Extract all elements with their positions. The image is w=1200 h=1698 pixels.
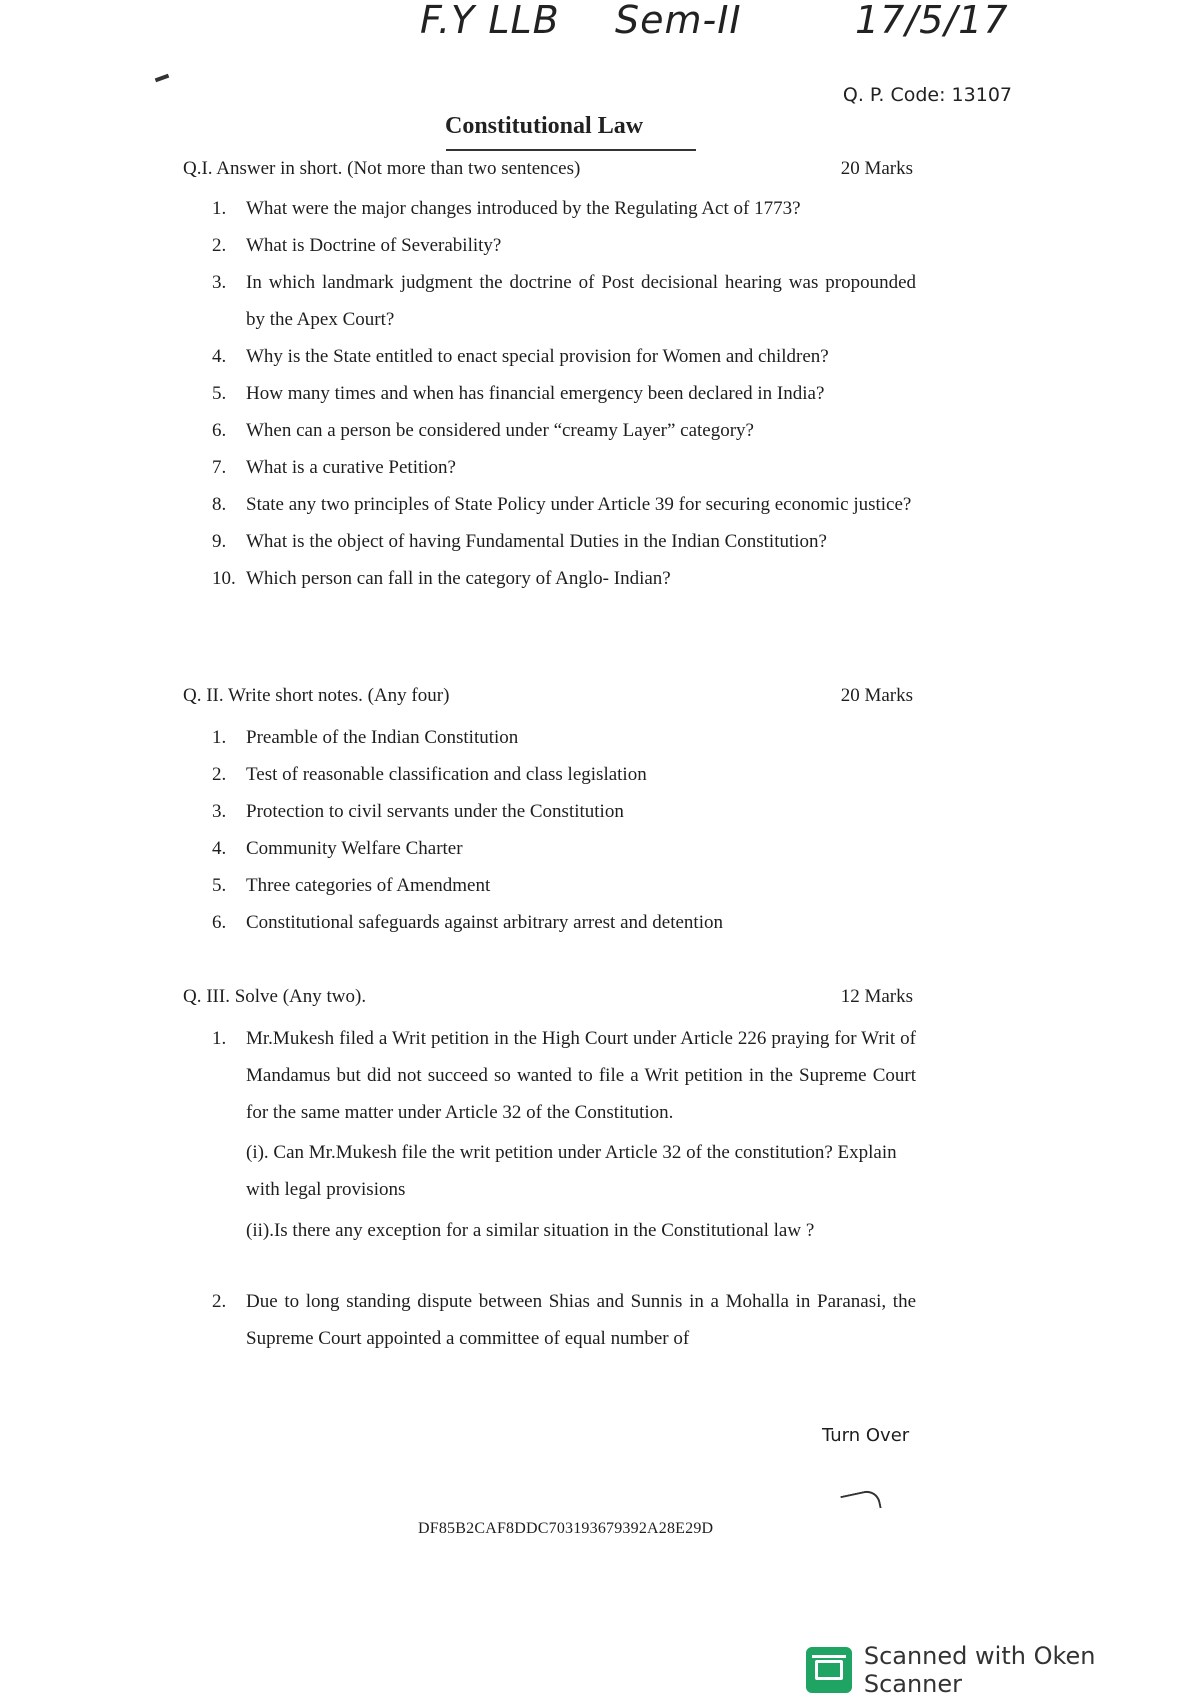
list-item: 8. State any two principles of State Policy under Article 39 for securing economic justice? [212, 494, 912, 515]
handwritten-semester: Sem-II [615, 0, 742, 42]
scanner-icon [806, 1647, 852, 1693]
q2-marks: 20 Marks [840, 685, 913, 706]
q3-marks: 12 Marks [840, 986, 913, 1007]
list-item: 1. What were the major changes introduced by the Regulating Act of 1773? [212, 198, 801, 219]
pen-tick-mark [840, 1488, 881, 1515]
list-item: 10. Which person can fall in the category of Anglo- Indian? [212, 568, 671, 589]
q1-heading-text: Q.I. Answer in short. (Not more than two sentences) [183, 158, 581, 179]
q1-heading [183, 158, 913, 180]
list-item: 4. Why is the State entitled to enact special provision for Women and children? [212, 346, 829, 367]
list-item: 6. When can a person be considered under “creamy Layer” category? [212, 420, 754, 441]
q3-list-2 [212, 1283, 916, 1357]
handwritten-date: 17/5/17 [855, 0, 1009, 42]
scanner-watermark [806, 1642, 1200, 1698]
q3-sub-ii: (ii).Is there any exception for a similar situation in the Constitutional law ? [246, 1220, 815, 1241]
q3-heading-text: Q. III. Solve (Any two). [183, 986, 367, 1007]
list-item: 1. Preamble of the Indian Constitution [212, 727, 519, 748]
list-item: 2. Due to long standing dispute between Shias and Sunnis in a Mohalla in Paranasi, the Supreme Court appointed a committee of equal number of [212, 1291, 916, 1349]
list-item: 7. What is a curative Petition? [212, 457, 456, 478]
handwritten-course: F.Y LLB [420, 0, 560, 42]
turn-over: Turn Over [822, 1425, 910, 1446]
pen-mark [155, 74, 170, 83]
list-item: 6. Constitutional safeguards against arbitrary arrest and detention [212, 912, 723, 933]
q2-heading-text: Q. II. Write short notes. (Any four) [183, 685, 450, 706]
list-item: 2. What is Doctrine of Severability? [212, 235, 502, 256]
q3-list [212, 1020, 916, 1131]
qp-code: Q. P. Code: 13107 [842, 84, 1012, 106]
list-item: 3. Protection to civil servants under the Constitution [212, 801, 624, 822]
q1-marks: 20 Marks [840, 158, 913, 179]
list-item: 1. Mr.Mukesh filed a Writ petition in the High Court under Article 226 praying for Writ of Mandamus but did not succeed so wanted to file a Writ petition in the Supreme Court for the same matter under Article 32 of the Constitution. [212, 1028, 916, 1123]
list-item: 4. Community Welfare Charter [212, 838, 463, 859]
list-item: 5. How many times and when has financial emergency been declared in India? [212, 383, 825, 404]
scanner-label: Scanned with Oken Scanner [863, 1642, 1096, 1698]
paper-title: Constitutional Law [445, 113, 644, 139]
list-item: 9. What is the object of having Fundamental Duties in the Indian Constitution? [212, 531, 827, 552]
q1-list [212, 190, 916, 597]
document-hash: DF85B2CAF8DDC703193679392A28E29D [418, 1520, 714, 1537]
list-item: 3. In which landmark judgment the doctrine of Post decisional hearing was propounded by the Apex Court? [212, 272, 916, 330]
q2-list [212, 719, 916, 941]
q3-heading [183, 986, 913, 1008]
list-item: 2. Test of reasonable classification and class legislation [212, 764, 647, 785]
q3-sub-i: (i). Can Mr.Mukesh file the writ petition under Article 32 of the constitution? Explain with legal provisions [246, 1142, 897, 1200]
list-item: 5. Three categories of Amendment [212, 875, 491, 896]
q2-heading [183, 685, 913, 707]
title-underline [446, 149, 696, 151]
